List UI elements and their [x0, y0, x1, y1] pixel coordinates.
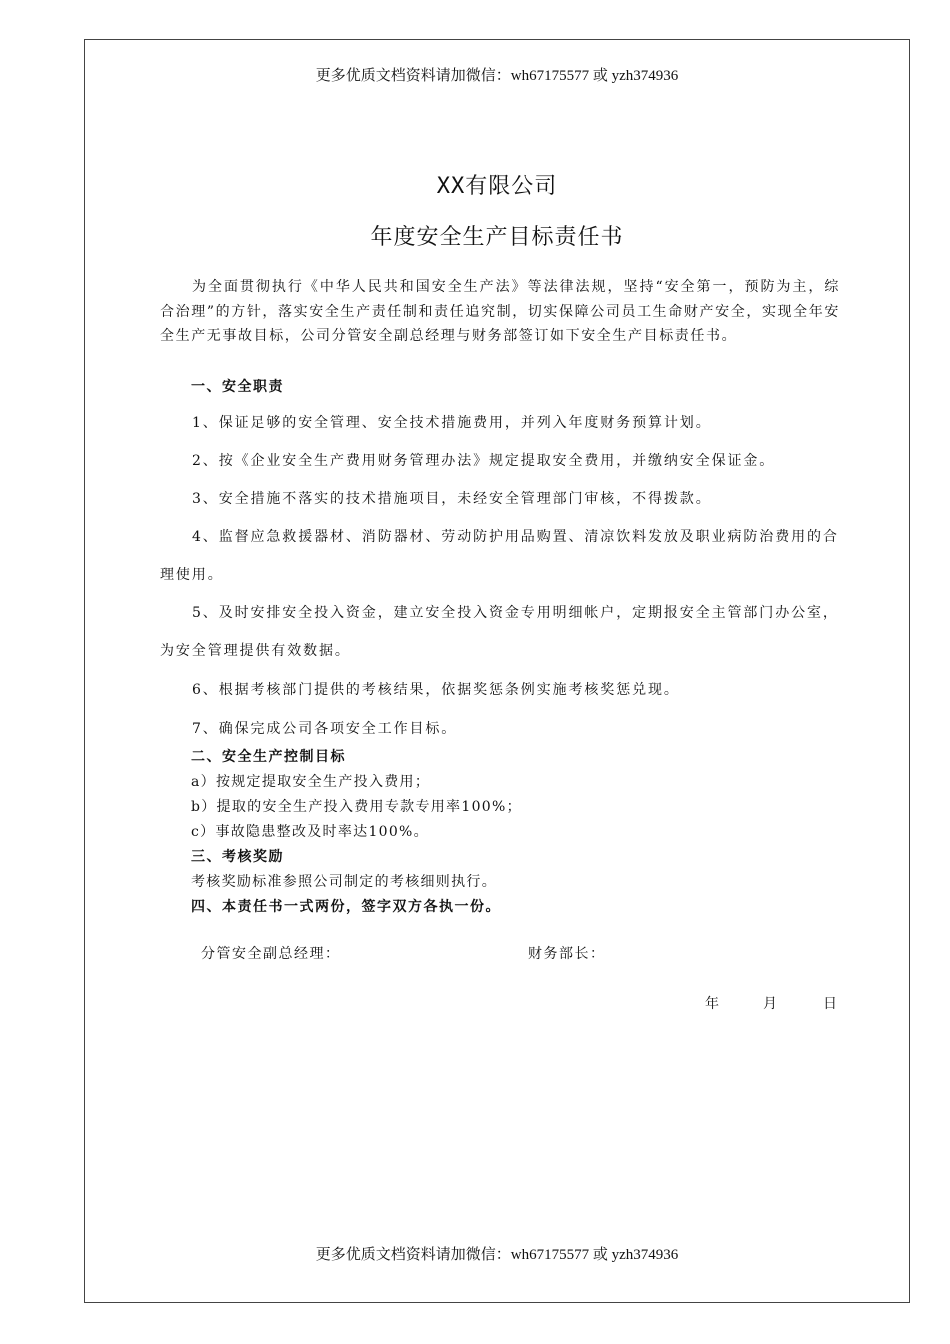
target-item-b: b）提取的安全生产投入费用专款专用率100%； [191, 799, 522, 815]
duty-item-2: 2、按《企业安全生产费用财务管理办法》规定提取安全费用，并缴纳安全保证金。 [192, 453, 776, 469]
target-item-a: a）按规定提取安全生产投入费用； [191, 774, 431, 790]
assessment-text: 考核奖励标准参照公司制定的考核细则执行。 [191, 874, 497, 890]
duty-item-4: 4、监督应急救援器材、消防器材、劳动防护用品购置、清凉饮料发放及职业病防治费用的合理使用。 [160, 529, 839, 583]
duty-item-3: 3、安全措施不落实的技术措施项目，未经安全管理部门审核，不得拨款。 [192, 491, 712, 507]
duty-item-5: 5、及时安排安全投入资金，建立安全投入资金专用明细帐户，定期报安全主管部门办公室，为安全管理提供有效数据。 [160, 605, 839, 659]
signature-finance-head: 财务部长： [528, 946, 606, 962]
intro-paragraph: 为全面贯彻执行《中华人民共和国安全生产法》等法律法规，坚持“安全第一，预防为主，综合治理”的方针，落实安全生产责任制和责任追究制，切实保障公司员工生命财产安全，实现全年安全生产无事故目标，公司分管安全副总经理与财务部签订如下安全生产目标责任书。 [160, 279, 840, 344]
target-item-c: c）事故隐患整改及时率达100%。 [191, 824, 429, 840]
section-heading-duties: 一、安全职责 [191, 379, 284, 395]
date-day: 日 [823, 996, 837, 1012]
section-heading-targets: 二、安全生产控制目标 [191, 749, 346, 765]
footer-note: 更多优质文档资料请加微信：wh67175577 或 yzh374936 [315, 1247, 679, 1263]
duty-item-7: 7、确保完成公司各项安全工作目标。 [192, 721, 458, 737]
header-note: 更多优质文档资料请加微信：wh67175577 或 yzh374936 [315, 68, 679, 84]
section-heading-copies: 四、本责任书一式两份，签字双方各执一份。 [191, 899, 501, 915]
date-year: 年 [705, 996, 719, 1012]
document-title: 年度安全生产目标责任书 [370, 225, 624, 250]
signature-deputy-gm: 分管安全副总经理： [201, 946, 341, 962]
company-name: XX有限公司 [436, 174, 558, 199]
section-heading-assessment: 三、考核奖励 [191, 849, 284, 865]
duty-item-1: 1、保证足够的安全管理、安全技术措施费用，并列入年度财务预算计划。 [192, 415, 712, 431]
duty-item-6: 6、根据考核部门提供的考核结果，依据奖惩条例实施考核奖惩兑现。 [192, 682, 680, 698]
date-month: 月 [763, 996, 777, 1012]
